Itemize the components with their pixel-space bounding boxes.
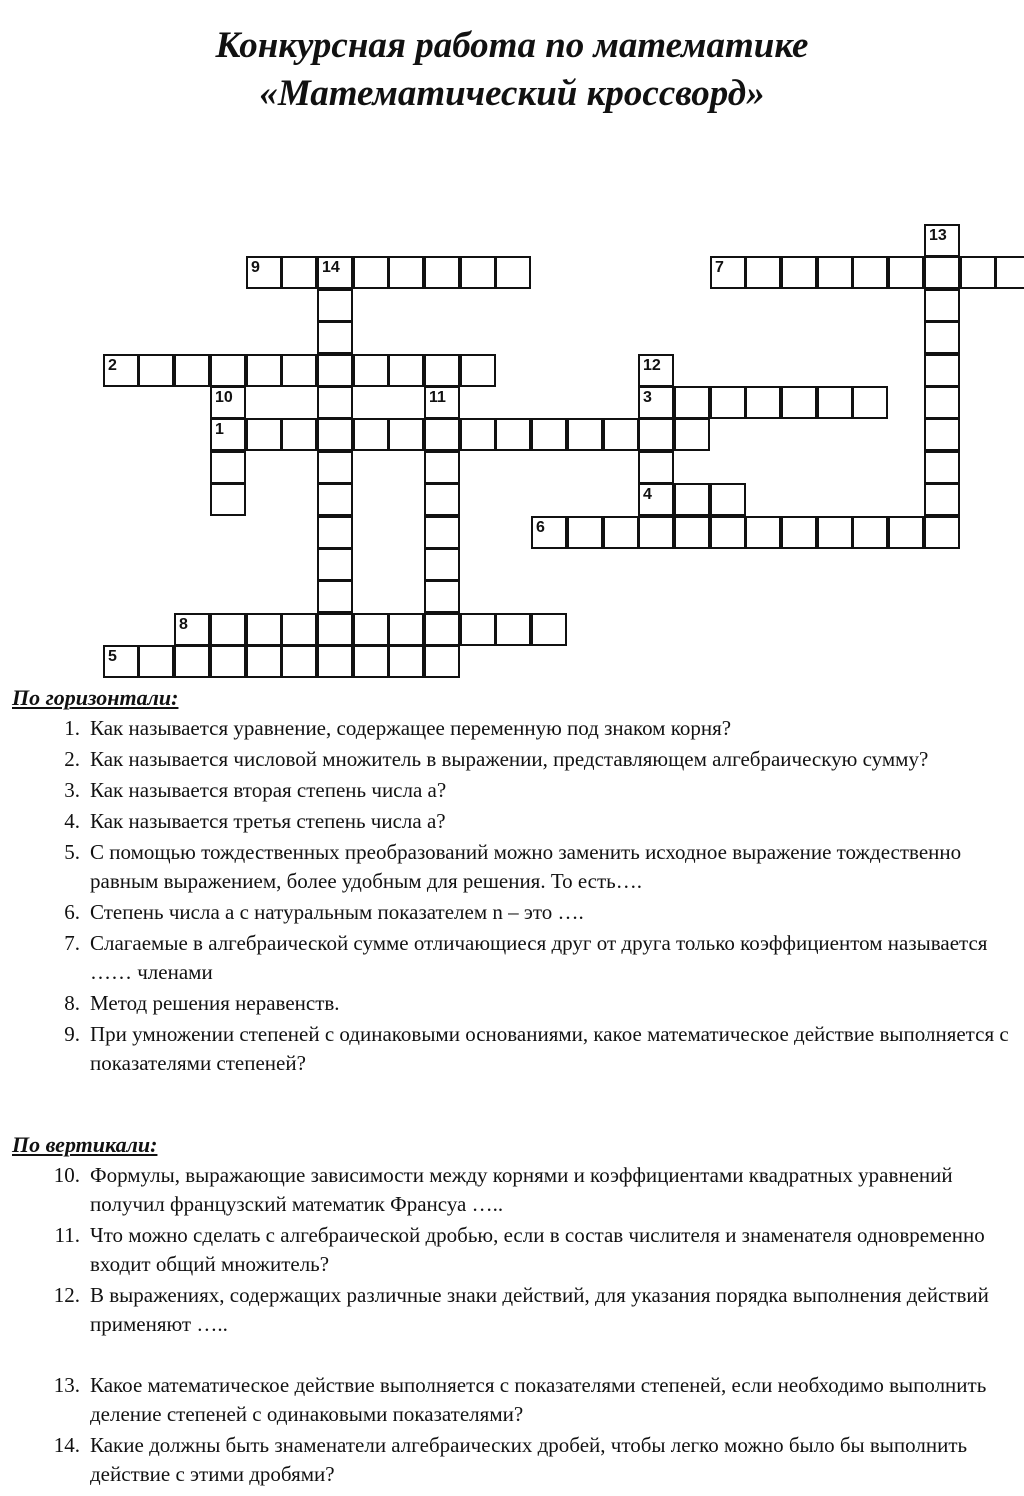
crossword-cell[interactable] xyxy=(424,645,460,678)
crossword-cell[interactable] xyxy=(317,289,353,322)
crossword-cell[interactable] xyxy=(388,645,424,678)
down-clue xyxy=(12,1431,1012,1489)
cell-number: 8 xyxy=(179,616,188,633)
crossword-cell[interactable] xyxy=(745,516,781,549)
clue-text: Метод решения неравенств. xyxy=(90,991,340,1015)
crossword-cell[interactable] xyxy=(246,418,282,451)
cell-number: 1 xyxy=(215,421,224,438)
crossword-cell[interactable] xyxy=(424,418,460,451)
crossword-cell[interactable] xyxy=(710,483,746,516)
crossword-cell[interactable] xyxy=(353,645,389,678)
crossword-cell[interactable] xyxy=(317,418,353,451)
crossword-cell[interactable] xyxy=(210,613,246,646)
crossword-cell[interactable] xyxy=(317,256,353,289)
crossword-cell[interactable] xyxy=(603,516,639,549)
crossword-cell[interactable] xyxy=(317,451,353,484)
crossword-cell[interactable] xyxy=(924,451,960,484)
across-clue xyxy=(12,807,1012,836)
crossword-cell[interactable] xyxy=(174,645,210,678)
crossword-cell[interactable] xyxy=(674,386,710,419)
crossword-cell[interactable] xyxy=(924,418,960,451)
crossword-cell[interactable] xyxy=(317,548,353,581)
crossword-cell[interactable] xyxy=(852,516,888,549)
crossword-cell[interactable] xyxy=(745,386,781,419)
crossword-cell[interactable] xyxy=(924,321,960,354)
crossword-cell[interactable] xyxy=(246,256,282,289)
crossword-cell[interactable] xyxy=(210,354,246,387)
clue-text: Как называется числовой множитель в выражении, представляющем алгебраическую сумму? xyxy=(90,747,929,771)
clue-text: Какое математическое действие выполняется с показателями степеней, если необходимо выполнить деление степеней с одинаковыми показателями? xyxy=(90,1373,987,1426)
cell-number: 12 xyxy=(643,357,661,374)
down-clue xyxy=(12,1371,1012,1429)
across-clue xyxy=(12,714,1012,743)
spacer xyxy=(12,1341,1012,1371)
crossword-cell[interactable] xyxy=(495,613,531,646)
clue-number: 11. xyxy=(54,1223,80,1247)
crossword-cell[interactable] xyxy=(852,256,888,289)
crossword-cell[interactable] xyxy=(210,418,246,451)
crossword-cell[interactable] xyxy=(317,516,353,549)
clue-text: Формулы, выражающие зависимости между корнями и коэффициентами квадратных уравнений получил французский математик Франсуа ….. xyxy=(90,1163,953,1216)
crossword-cell[interactable] xyxy=(781,516,817,549)
cell-number: 11 xyxy=(429,389,446,406)
crossword-cell[interactable] xyxy=(317,613,353,646)
crossword-cell[interactable] xyxy=(281,645,317,678)
clue-text: Что можно сделать с алгебраической дробью, если в состав числителя и знаменателя одновременно входит общий множитель? xyxy=(90,1223,985,1276)
title-line-2: «Математический кроссворд» xyxy=(259,73,765,114)
crossword-cell[interactable] xyxy=(745,256,781,289)
crossword-cell[interactable] xyxy=(103,354,139,387)
crossword-cell[interactable] xyxy=(424,451,460,484)
crossword-cell[interactable] xyxy=(817,516,853,549)
crossword-cell[interactable] xyxy=(638,354,674,387)
crossword-cell[interactable] xyxy=(852,386,888,419)
crossword-cell[interactable] xyxy=(924,386,960,419)
clue-number: 13. xyxy=(53,1373,80,1397)
across-clue xyxy=(12,1020,1012,1078)
crossword-cell[interactable] xyxy=(710,386,746,419)
crossword-cell[interactable] xyxy=(531,418,567,451)
crossword-cell[interactable] xyxy=(353,418,389,451)
cell-number: 6 xyxy=(536,519,545,536)
clue-text: С помощью тождественных преобразований можно заменить исходное выражение тождественно равным выражением, более удобным для решения. То есть…. xyxy=(90,840,962,893)
crossword-cell[interactable] xyxy=(317,386,353,419)
crossword-cell[interactable] xyxy=(924,289,960,322)
crossword-cell[interactable] xyxy=(210,645,246,678)
across-clue xyxy=(12,776,1012,805)
crossword-cell[interactable] xyxy=(888,516,924,549)
clue-number: 14. xyxy=(53,1433,80,1457)
crossword-cell[interactable] xyxy=(638,451,674,484)
crossword-cell[interactable] xyxy=(424,483,460,516)
clue-number: 4. xyxy=(64,809,80,833)
crossword-cell[interactable] xyxy=(603,418,639,451)
crossword-grid xyxy=(0,0,1024,665)
crossword-cell[interactable] xyxy=(424,580,460,613)
crossword-cell[interactable] xyxy=(924,483,960,516)
across-clue xyxy=(12,838,1012,896)
cell-number: 9 xyxy=(251,259,260,276)
crossword-cell[interactable] xyxy=(781,386,817,419)
crossword-cell[interactable] xyxy=(638,483,674,516)
clue-text: Как называется вторая степень числа а? xyxy=(90,778,447,802)
cell-number: 13 xyxy=(929,227,947,244)
across-clue xyxy=(12,989,1012,1018)
clue-text: В выражениях, содержащих различные знаки действий, для указания порядка выполнения действий применяют ….. xyxy=(90,1283,989,1336)
cell-number: 5 xyxy=(108,648,117,665)
crossword-cell[interactable] xyxy=(710,516,746,549)
across-clues xyxy=(12,683,1012,1080)
crossword-cell[interactable] xyxy=(567,418,603,451)
crossword-cell[interactable] xyxy=(424,548,460,581)
down-clue xyxy=(12,1221,1012,1279)
crossword-cell[interactable] xyxy=(924,224,960,257)
crossword-cell[interactable] xyxy=(210,483,246,516)
crossword-cell[interactable] xyxy=(353,256,389,289)
clue-number: 7. xyxy=(64,931,80,955)
down-clue-list xyxy=(12,1161,1012,1489)
clue-number: 6. xyxy=(64,900,80,924)
crossword-cell[interactable] xyxy=(638,418,674,451)
clue-text: Слагаемые в алгебраической сумме отличающиеся друг от друга только коэффициентом называется …… членами xyxy=(90,931,988,984)
crossword-cell[interactable] xyxy=(531,613,567,646)
crossword-cell[interactable] xyxy=(388,418,424,451)
down-heading: По вертикали: xyxy=(12,1132,158,1157)
down-clue xyxy=(12,1281,1012,1339)
crossword-cell[interactable] xyxy=(353,354,389,387)
clue-text: Степень числа а с натуральным показателем n – это …. xyxy=(90,900,584,924)
crossword-cell[interactable] xyxy=(281,613,317,646)
crossword-cell[interactable] xyxy=(924,354,960,387)
clue-number: 8. xyxy=(64,991,80,1015)
crossword-cell[interactable] xyxy=(174,613,210,646)
across-clue xyxy=(12,898,1012,927)
crossword-cell[interactable] xyxy=(924,516,960,549)
clue-number: 5. xyxy=(64,840,80,864)
crossword-cell[interactable] xyxy=(388,613,424,646)
crossword-cell[interactable] xyxy=(495,256,531,289)
crossword-cell[interactable] xyxy=(246,613,282,646)
cell-number: 7 xyxy=(715,259,724,276)
crossword-cell[interactable] xyxy=(460,418,496,451)
down-clue xyxy=(12,1161,1012,1219)
crossword-cell[interactable] xyxy=(460,354,496,387)
crossword-cell[interactable] xyxy=(388,354,424,387)
clue-text: Какие должны быть знаменатели алгебраических дробей, чтобы легко можно было бы выполнить действие с этими дробями? xyxy=(90,1433,968,1486)
crossword-cell[interactable] xyxy=(103,645,139,678)
across-heading: По горизонтали: xyxy=(12,685,179,710)
crossword-cell[interactable] xyxy=(353,613,389,646)
crossword-cell[interactable] xyxy=(317,321,353,354)
clue-number: 10. xyxy=(53,1163,80,1187)
crossword-cell[interactable] xyxy=(638,516,674,549)
crossword-cell[interactable] xyxy=(174,354,210,387)
across-clue-list xyxy=(12,714,1012,1078)
across-clue xyxy=(12,929,1012,987)
crossword-cell[interactable] xyxy=(817,386,853,419)
crossword-cell[interactable] xyxy=(281,354,317,387)
crossword-cell[interactable] xyxy=(495,418,531,451)
cell-number: 4 xyxy=(643,486,652,503)
crossword-cell[interactable] xyxy=(781,256,817,289)
crossword-cell[interactable] xyxy=(460,256,496,289)
crossword-cell[interactable] xyxy=(317,483,353,516)
crossword-cell[interactable] xyxy=(281,256,317,289)
crossword-cell[interactable] xyxy=(138,645,174,678)
crossword-cell[interactable] xyxy=(210,386,246,419)
clue-number: 3. xyxy=(64,778,80,802)
crossword-cell[interactable] xyxy=(317,354,353,387)
crossword-cell[interactable] xyxy=(246,645,282,678)
crossword-cell[interactable] xyxy=(995,256,1024,289)
crossword-cell[interactable] xyxy=(281,418,317,451)
crossword-cell[interactable] xyxy=(424,386,460,419)
crossword-cell[interactable] xyxy=(531,516,567,549)
crossword-cell[interactable] xyxy=(317,645,353,678)
cell-number: 14 xyxy=(322,259,340,276)
crossword-cell[interactable] xyxy=(210,451,246,484)
crossword-cell[interactable] xyxy=(246,354,282,387)
crossword-cell[interactable] xyxy=(138,354,174,387)
crossword-cell[interactable] xyxy=(424,354,460,387)
cell-number: 2 xyxy=(108,357,117,374)
clue-text: Как называется уравнение, содержащее переменную под знаком корня? xyxy=(90,716,732,740)
crossword-cell[interactable] xyxy=(817,256,853,289)
clue-number: 2. xyxy=(64,747,80,771)
clue-text: При умножении степеней с одинаковыми основаниями, какое математическое действие выполняется с показателями степеней? xyxy=(90,1022,1009,1075)
crossword-cell[interactable] xyxy=(674,418,710,451)
cell-number: 10 xyxy=(215,389,233,406)
across-clue xyxy=(12,745,1012,774)
crossword-cell[interactable] xyxy=(674,483,710,516)
crossword-cell[interactable] xyxy=(388,256,424,289)
clue-number: 1. xyxy=(64,716,80,740)
crossword-cell[interactable] xyxy=(638,386,674,419)
crossword-cell[interactable] xyxy=(317,580,353,613)
clue-text: Как называется третья степень числа а? xyxy=(90,809,446,833)
down-clues xyxy=(12,1130,1012,1491)
crossword-cell[interactable] xyxy=(924,256,960,289)
crossword-cell[interactable] xyxy=(567,516,603,549)
crossword-cell[interactable] xyxy=(424,256,460,289)
crossword-cell[interactable] xyxy=(424,516,460,549)
crossword-cell[interactable] xyxy=(960,256,996,289)
title-line-1: Конкурсная работа по математике xyxy=(215,25,809,66)
crossword-cell[interactable] xyxy=(460,613,496,646)
crossword-cell[interactable] xyxy=(888,256,924,289)
crossword-cell[interactable] xyxy=(710,256,746,289)
crossword-cell[interactable] xyxy=(674,516,710,549)
clue-number: 12. xyxy=(53,1283,80,1307)
crossword-cell[interactable] xyxy=(424,613,460,646)
clue-number: 9. xyxy=(64,1022,80,1046)
cell-number: 3 xyxy=(643,389,652,406)
